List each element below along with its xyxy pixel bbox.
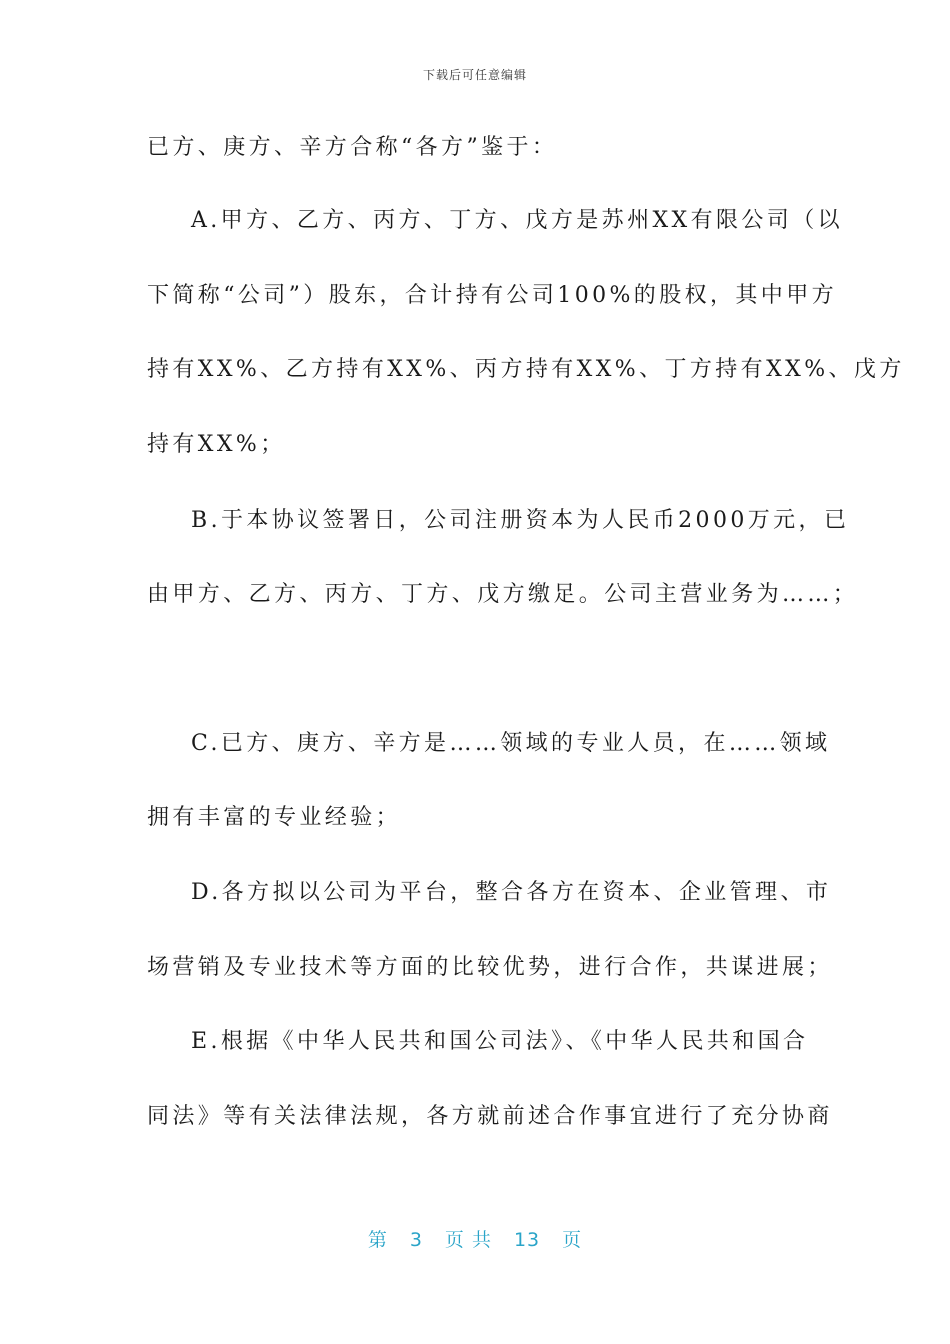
header-note: 下载后可任意编辑 xyxy=(422,68,527,82)
paragraph-line: C.已方、庚方、辛方是……领域的专业人员，在……领域 xyxy=(191,731,831,756)
paragraph-line: D.各方拟以公司为平台，整合各方在资本、企业管理、市 xyxy=(191,880,832,905)
paragraph-line: 同法》等有关法律法规，各方就前述合作事宜进行了充分协商 xyxy=(147,1104,833,1129)
page-number-footer xyxy=(0,1225,950,1252)
paragraph-line: 拥有丰富的专业经验； xyxy=(147,805,402,830)
paragraph-line: 持有XX%、乙方持有XX%、丙方持有XX%、丁方持有XX%、戊方 xyxy=(147,357,905,382)
paragraph-line: E.根据《中华人民共和国公司法》、《中华人民共和国合 xyxy=(191,1029,809,1054)
paragraph-line: B.于本协议签署日，公司注册资本为人民币2000万元，已 xyxy=(191,508,850,533)
current-page-number: 3 xyxy=(409,1229,423,1251)
page-middle-text: 页 共 xyxy=(444,1229,492,1251)
paragraph-line: 已方、庚方、辛方合称“各方”鉴于： xyxy=(147,135,558,160)
paragraph-line: 由甲方、乙方、丙方、丁方、戊方缴足。公司主营业务为……； xyxy=(147,582,859,607)
paragraph-line: 持有XX%； xyxy=(147,432,286,457)
page-prefix: 第 xyxy=(367,1229,388,1251)
paragraph-line: 下简称“公司”）股东，合计持有公司100%的股权，其中甲方 xyxy=(147,283,837,308)
paragraph-line: A.甲方、乙方、丙方、丁方、戊方是苏州XX有限公司（以 xyxy=(191,208,844,233)
paragraph-line: 场营销及专业技术等方面的比较优势，进行合作，共谋进展； xyxy=(147,955,833,980)
page-suffix: 页 xyxy=(562,1229,583,1251)
total-pages-number: 13 xyxy=(513,1229,541,1251)
